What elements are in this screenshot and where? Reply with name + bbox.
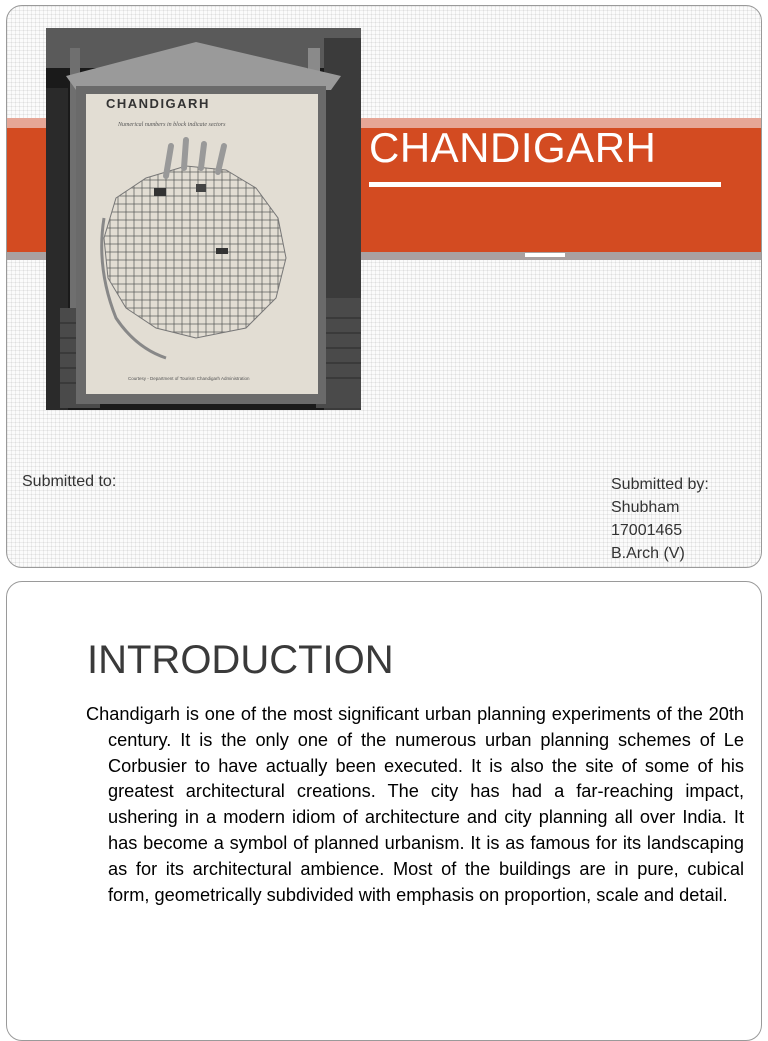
sign-title: CHANDIGARH <box>106 96 210 111</box>
slide-title: CHANDIGARH <box>369 124 657 171</box>
sign-subtitle: Numerical numbers in block indicate sectors <box>118 122 226 128</box>
section-heading: INTRODUCTION <box>87 638 394 682</box>
intro-paragraph: Chandigarh is one of the most significant urban planning experiments of the 20th century. It is the only one of the numerous urban planning schemes of Le Corbusier to have actually been executed. It is also the site of some of his greatest architectural creations. The city has had a far-reaching impact, ushering in a modern idiom of architecture and city planning all over India. It has become a symbol of planned urbanism. It is as famous for its landscaping as for its architectural ambience. Most of the buildings are in pure, cubical form, geometrically subdivided with emphasis on proportion, scale and detail. <box>86 704 744 905</box>
submitted-to-label: Submitted to: <box>22 473 117 490</box>
student-id: 17001465 <box>611 522 683 539</box>
student-course: B.Arch (V) <box>611 545 685 562</box>
band-marker <box>525 253 565 257</box>
chandigarh-map-sign-photo <box>46 28 361 410</box>
title-slide <box>6 5 762 568</box>
introduction-slide <box>6 581 762 1041</box>
submitted-by-label: Submitted by: <box>611 476 709 493</box>
submitted-by-block <box>611 473 709 565</box>
sign-credit: Courtesy - Department of Tourism Chandigarh Administration <box>128 376 250 381</box>
title-underline <box>369 182 721 187</box>
student-name: Shubham <box>611 499 680 516</box>
